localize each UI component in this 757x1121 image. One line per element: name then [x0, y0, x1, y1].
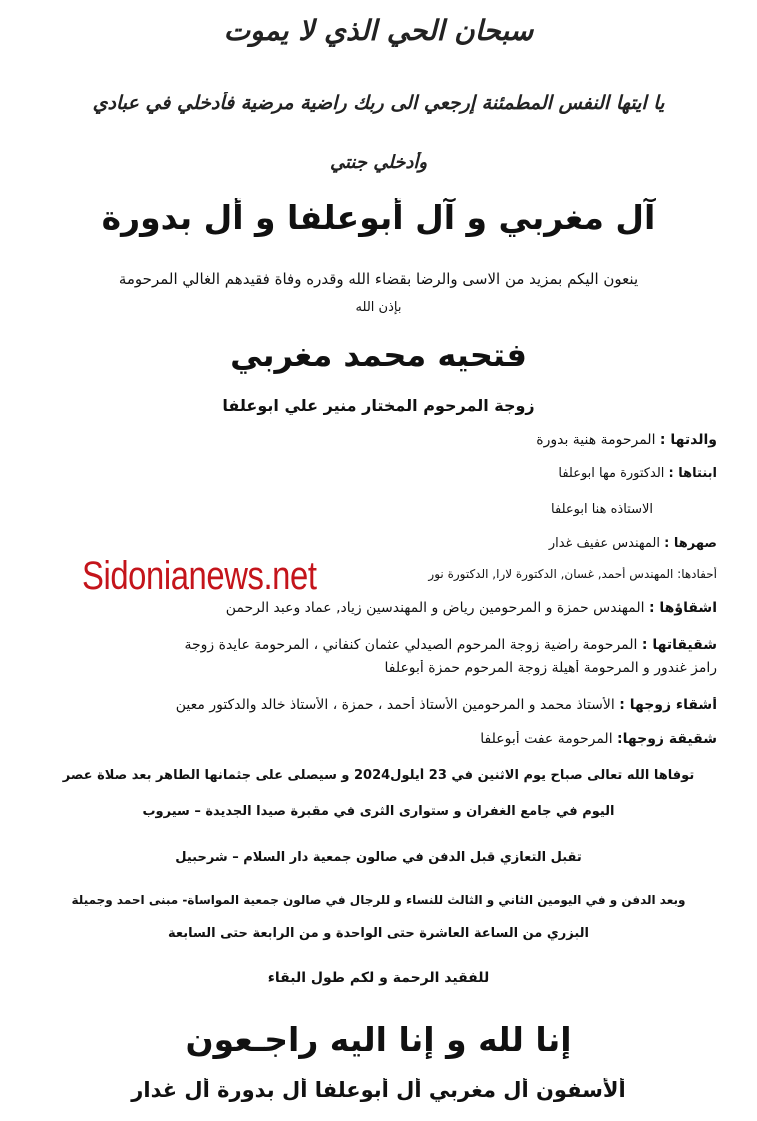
sisters-label: شقيقاتها :	[641, 637, 717, 653]
brothers-label: اشقاؤها :	[648, 600, 717, 616]
funeral-line-1: توفاها الله تعالى صباح يوم الاثنين في 23 أيلول2024 و سيصلى على جثمانها الطاهر بعد صلاة عصر	[62, 768, 695, 783]
daughters-label: ابنتاها :	[668, 466, 717, 481]
daughter-2: الاستاذه هنا ابوعلفا	[551, 502, 653, 517]
header-calligraphy: سبحان الحي الذي لا يموت	[223, 14, 534, 47]
brothers-row	[20, 600, 717, 616]
son-in-law-value: المهندس عفيف غدار	[548, 536, 660, 551]
closing-mourners: ألأسفون أل مغربي أل أبوعلفا أل بدورة أل غدار	[131, 1078, 626, 1102]
funeral-line-2: اليوم في جامع الغفران و ستوارى الثرى في مقبرة صيدا الجديدة – سيروب	[142, 804, 615, 819]
husband-brothers-row	[20, 697, 717, 713]
daughter-1: الدكتورة مها ابوعلفا	[558, 466, 665, 481]
mother-value: المرحومة هنية بدورة	[536, 432, 656, 448]
mother-row	[20, 432, 717, 448]
condolences-after-2: البزري من الساعة العاشرة حتى الواحدة و من الرابعة حتى السابعة	[168, 926, 589, 941]
condolences-after-1: وبعد الدفن و في اليومين الثاني و الثالث للنساء و للرجال في صالون جمعية المواساة- مبنى احمد وجميلة	[71, 893, 686, 907]
deceased-spouse: زوجة المرحوم المختار منير علي ابوعلفا	[222, 396, 535, 415]
closing-mercy: للفقيد الرحمة و لكم طول البقاء	[267, 970, 490, 986]
deceased-name: فتحيه محمد مغربي	[230, 336, 527, 374]
closing-quran: إنا لله و إنا اليه راجـعون	[185, 1020, 572, 1059]
son-in-law-row	[20, 536, 717, 551]
families-title: آل مغربي و آل أبوعلفا و أل بدورة	[101, 198, 656, 237]
verse-line-1: يا ايتها النفس المطمئنة إرجعي الى ربك راضية مرضية فأدخلي في عبادي	[92, 92, 665, 114]
grandchildren: أحفادها: المهندس أحمد, غسان, الدكتورة لارا, الدكتورة نور	[428, 567, 717, 581]
husband-sister-row	[20, 731, 717, 747]
sisters-row	[20, 637, 717, 653]
verse-line-2: وأدخلي جنتي	[329, 152, 428, 173]
husband-sister-value: المرحومة عفت أبوعلفا	[480, 731, 613, 747]
brothers-value: المهندس حمزة و المرحومين رياض و المهندسين زياد, عماد وعبد الرحمن	[225, 600, 645, 616]
mother-label: والدتها :	[659, 432, 717, 448]
daughters-row	[20, 466, 717, 481]
husband-sister-label: شقيقة زوجها:	[617, 731, 717, 747]
son-in-law-label: صهرها :	[664, 536, 717, 551]
sisters-value-2: رامز غندور و المرحومة أهيلة زوجة المرحوم حمزة أبوعلفا	[384, 660, 717, 676]
announcement-line-2: بإذن الله	[355, 300, 402, 315]
announcement-line-1: ينعون اليكم بمزيد من الاسى والرضا بقضاء الله وقدره وفاة فقيدهم الغالي المرحومة	[118, 270, 639, 288]
watermark-text: Sidonianews.net	[82, 554, 317, 598]
sisters-value-1: المرحومة راضية زوجة المرحوم الصيدلي عثمان كنفاني ، المرحومة عايدة زوجة	[184, 637, 638, 653]
husband-brothers-value: الأستاذ محمد و المرحومين الأستاذ أحمد ، حمزة ، الأستاذ خالد والدكتور معين	[175, 697, 615, 713]
husband-brothers-label: أشقاء زوجها :	[619, 697, 717, 713]
condolences-before-burial: تقبل التعازي قبل الدفن في صالون جمعية دار السلام – شرحبيل	[175, 850, 582, 865]
